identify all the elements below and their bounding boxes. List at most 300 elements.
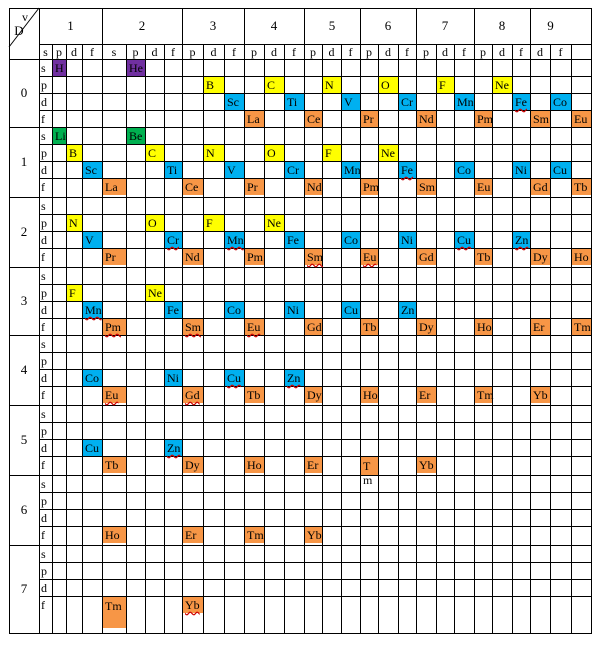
row-group-label: 2 bbox=[20, 224, 28, 239]
element-cell bbox=[361, 387, 378, 403]
element-cell bbox=[475, 179, 492, 195]
element-cell bbox=[146, 145, 164, 161]
element-symbol: Dy bbox=[533, 250, 548, 264]
element-cell bbox=[399, 232, 416, 248]
element-symbol: Eu bbox=[477, 180, 491, 194]
element-symbol: Zn bbox=[515, 233, 529, 247]
element-cell bbox=[103, 319, 126, 335]
element-symbol: Nd bbox=[419, 112, 434, 126]
element-cell bbox=[165, 232, 182, 248]
element-cell bbox=[399, 94, 416, 110]
column-group-label: 7 bbox=[441, 18, 449, 33]
column-sub-label: s bbox=[111, 45, 117, 59]
element-symbol: Nd bbox=[185, 250, 200, 264]
column-sub-label: p bbox=[423, 45, 429, 59]
element-cell bbox=[204, 77, 224, 93]
element-cell bbox=[455, 94, 474, 110]
element-symbol: Ne bbox=[495, 78, 509, 92]
element-symbol: Cu bbox=[553, 163, 568, 177]
element-symbol: Tm bbox=[363, 459, 373, 487]
element-cell bbox=[265, 215, 284, 231]
element-cell bbox=[531, 111, 550, 127]
element-symbol: F bbox=[69, 286, 76, 300]
element-cell bbox=[437, 77, 454, 93]
element-cell bbox=[103, 249, 126, 265]
element-cell bbox=[361, 319, 378, 335]
element-cell bbox=[305, 387, 322, 403]
element-cell bbox=[225, 302, 244, 318]
element-cell bbox=[361, 249, 378, 265]
column-sub-label: f bbox=[232, 45, 236, 59]
element-symbol: Pm bbox=[477, 112, 494, 126]
column-group-label: 1 bbox=[67, 18, 74, 33]
element-cell bbox=[455, 232, 474, 248]
element-cell bbox=[183, 527, 203, 543]
element-cell bbox=[493, 77, 512, 93]
row-sub-label: f bbox=[41, 250, 45, 264]
element-symbol: Ni bbox=[167, 371, 179, 385]
column-sub-label: d bbox=[271, 45, 277, 59]
element-cell bbox=[225, 370, 244, 386]
column-sub-label: f bbox=[519, 45, 523, 59]
column-sub-label: d bbox=[210, 45, 217, 59]
element-symbol: Cr bbox=[287, 163, 299, 177]
element-symbol: La bbox=[247, 112, 260, 126]
row-sub-label: s bbox=[41, 547, 46, 561]
element-cell bbox=[245, 527, 264, 543]
element-cell bbox=[67, 145, 82, 161]
element-symbol: Pr bbox=[247, 180, 258, 194]
element-cell bbox=[417, 111, 436, 127]
element-cell bbox=[342, 302, 360, 318]
element-cell bbox=[305, 527, 322, 543]
row-sub-label: d bbox=[41, 303, 47, 317]
row-group-label: 3 bbox=[20, 293, 28, 308]
row-group-label: 1 bbox=[20, 154, 28, 169]
row-sub-label: f bbox=[41, 598, 45, 612]
element-symbol: Pr bbox=[105, 250, 116, 264]
element-symbol: Gd bbox=[185, 388, 200, 402]
element-cell bbox=[531, 387, 550, 403]
element-symbol: Fe bbox=[515, 95, 527, 109]
element-symbol: Gd bbox=[307, 320, 322, 334]
element-cell bbox=[531, 319, 550, 335]
column-sub-label: s bbox=[43, 45, 48, 59]
element-cell bbox=[475, 111, 492, 127]
element-symbol: H bbox=[55, 61, 64, 75]
element-cell bbox=[204, 215, 224, 231]
element-cell bbox=[53, 128, 66, 144]
element-symbol: Yb bbox=[419, 458, 434, 472]
element-cell bbox=[399, 162, 416, 178]
element-cell bbox=[531, 179, 550, 195]
column-group-label: 5 bbox=[328, 18, 336, 33]
element-cell bbox=[305, 179, 322, 195]
row-sub-label: f bbox=[41, 388, 45, 402]
element-cell bbox=[204, 145, 224, 161]
element-cell bbox=[361, 457, 378, 487]
element-symbol: Mn bbox=[227, 233, 244, 247]
element-symbol: F bbox=[325, 146, 332, 160]
element-symbol: Ho bbox=[247, 458, 262, 472]
element-symbol: Tb bbox=[105, 458, 119, 472]
row-sub-label: d bbox=[41, 233, 47, 247]
element-cell bbox=[103, 597, 126, 628]
element-symbol: Tb bbox=[363, 320, 377, 334]
element-symbol: V bbox=[227, 163, 236, 177]
element-cell bbox=[572, 249, 591, 265]
element-symbol: Ho bbox=[574, 250, 589, 264]
element-symbol: Sm bbox=[419, 180, 436, 194]
element-cell bbox=[417, 179, 436, 195]
element-cell bbox=[83, 162, 102, 178]
element-symbol: Cr bbox=[401, 95, 413, 109]
element-symbol: Gd bbox=[419, 250, 434, 264]
element-cell bbox=[455, 162, 474, 178]
element-cell bbox=[245, 457, 264, 473]
element-cell bbox=[417, 319, 436, 335]
element-symbol: Pm bbox=[105, 320, 122, 334]
element-symbol: Pm bbox=[247, 250, 264, 264]
column-group-label: 2 bbox=[138, 18, 146, 33]
element-symbol: Zn bbox=[401, 303, 415, 317]
element-symbol: Cu bbox=[227, 371, 242, 385]
row-sub-label: d bbox=[41, 371, 47, 385]
element-symbol: Mn bbox=[85, 303, 102, 317]
element-cell bbox=[531, 249, 550, 265]
row-sub-label: p bbox=[41, 146, 47, 160]
element-cell bbox=[379, 145, 398, 161]
element-symbol: Cu bbox=[85, 441, 100, 455]
element-cell bbox=[572, 111, 591, 127]
element-symbol: Eu bbox=[247, 320, 261, 334]
column-sub-label: d bbox=[385, 45, 391, 59]
corner-label-d: D bbox=[14, 23, 24, 38]
element-symbol: Fe bbox=[401, 163, 413, 177]
element-symbol: Fe bbox=[287, 233, 299, 247]
element-symbol: Nd bbox=[307, 180, 322, 194]
element-cell bbox=[183, 597, 203, 613]
element-symbol: He bbox=[129, 61, 143, 75]
element-cell bbox=[67, 215, 82, 231]
element-cell bbox=[417, 249, 436, 265]
element-symbol: Ce bbox=[185, 180, 199, 194]
element-cell bbox=[83, 370, 102, 386]
row-sub-label: p bbox=[41, 216, 47, 230]
element-cell bbox=[475, 319, 492, 335]
row-sub-label: f bbox=[41, 458, 45, 472]
element-symbol: Yb bbox=[185, 598, 200, 612]
row-sub-label: p bbox=[41, 564, 47, 578]
element-cell bbox=[305, 319, 322, 335]
element-cell bbox=[183, 249, 203, 265]
element-cell bbox=[475, 249, 492, 265]
element-cell bbox=[225, 94, 244, 110]
element-symbol: N bbox=[206, 146, 215, 160]
row-sub-label: p bbox=[41, 78, 47, 92]
element-cell bbox=[265, 145, 284, 161]
element-symbol: Ti bbox=[287, 95, 298, 109]
row-sub-label: s bbox=[41, 407, 46, 421]
column-sub-label: p bbox=[251, 45, 257, 59]
element-cell bbox=[127, 128, 145, 144]
column-sub-label: f bbox=[292, 45, 296, 59]
element-symbol: Ni bbox=[401, 233, 413, 247]
element-cell bbox=[399, 302, 416, 318]
row-sub-label: d bbox=[41, 95, 47, 109]
element-cell bbox=[103, 457, 126, 473]
element-symbol: Gd bbox=[533, 180, 548, 194]
element-cell bbox=[103, 527, 126, 543]
column-sub-label: p bbox=[366, 45, 372, 59]
element-cell bbox=[165, 370, 182, 386]
element-cell bbox=[285, 302, 304, 318]
element-cell bbox=[285, 94, 304, 110]
column-sub-label: p bbox=[132, 45, 139, 59]
element-cell bbox=[245, 387, 264, 403]
row-group-label: 7 bbox=[20, 581, 28, 596]
column-sub-label: f bbox=[90, 45, 94, 59]
row-group-label: 5 bbox=[20, 432, 28, 447]
element-cell bbox=[305, 457, 322, 473]
element-cell bbox=[323, 77, 341, 93]
column-group-label: 3 bbox=[209, 18, 217, 33]
element-symbol: La bbox=[105, 180, 118, 194]
row-sub-label: d bbox=[41, 511, 47, 525]
column-sub-label: p bbox=[310, 45, 316, 59]
element-cell bbox=[417, 387, 436, 403]
element-cell bbox=[285, 232, 304, 248]
element-cell bbox=[165, 440, 182, 456]
element-symbol: Ne bbox=[148, 286, 162, 300]
row-sub-label: p bbox=[41, 494, 47, 508]
element-symbol: Dy bbox=[419, 320, 434, 334]
element-cell bbox=[103, 179, 126, 195]
row-sub-label: d bbox=[41, 581, 47, 595]
element-symbol: Tm bbox=[105, 599, 122, 613]
element-symbol: Co bbox=[227, 303, 242, 317]
column-sub-label: f bbox=[405, 45, 409, 59]
element-cell bbox=[572, 179, 591, 195]
element-symbol: Eu bbox=[574, 112, 588, 126]
element-symbol: Pm bbox=[363, 180, 380, 194]
element-cell bbox=[83, 232, 102, 248]
row-sub-label: d bbox=[41, 163, 47, 177]
element-symbol: Ce bbox=[307, 112, 321, 126]
column-sub-label: p bbox=[189, 45, 196, 59]
element-symbol: F bbox=[206, 216, 213, 230]
element-cell bbox=[342, 162, 360, 178]
element-symbol: F bbox=[439, 78, 446, 92]
element-symbol: Ne bbox=[381, 146, 395, 160]
element-cell bbox=[379, 77, 398, 93]
element-cell bbox=[285, 162, 304, 178]
row-sub-label: d bbox=[41, 441, 47, 455]
element-symbol: C bbox=[267, 78, 276, 92]
element-symbol: Ti bbox=[167, 163, 178, 177]
element-cell bbox=[183, 387, 203, 403]
element-symbol: Sm bbox=[185, 320, 202, 334]
column-sub-label: d bbox=[537, 45, 543, 59]
column-sub-label: d bbox=[442, 45, 448, 59]
element-symbol: O bbox=[148, 216, 157, 230]
column-sub-label: p bbox=[480, 45, 486, 59]
element-cell bbox=[146, 285, 164, 301]
column-group-label: 6 bbox=[384, 18, 392, 33]
element-symbol: Sm bbox=[307, 250, 324, 264]
element-cell bbox=[183, 319, 203, 335]
element-cell bbox=[53, 60, 66, 76]
element-cell bbox=[551, 162, 571, 178]
element-cell bbox=[83, 302, 102, 318]
element-cell bbox=[475, 387, 492, 403]
element-symbol: Ne bbox=[267, 216, 281, 230]
element-symbol: Tb bbox=[574, 180, 588, 194]
element-symbol: V bbox=[344, 95, 353, 109]
element-symbol: Tb bbox=[477, 250, 491, 264]
row-sub-label: s bbox=[41, 477, 46, 491]
column-sub-label: d bbox=[151, 45, 158, 59]
element-cell bbox=[83, 440, 102, 456]
row-sub-label: p bbox=[41, 424, 47, 438]
element-symbol: N bbox=[69, 216, 78, 230]
element-cell bbox=[245, 249, 264, 265]
element-symbol: Yb bbox=[533, 388, 548, 402]
element-cell bbox=[305, 111, 322, 127]
row-sub-label: p bbox=[41, 286, 47, 300]
element-symbol: Tm bbox=[477, 388, 494, 402]
element-symbol: Cr bbox=[167, 233, 179, 247]
element-symbol: B bbox=[69, 146, 78, 160]
column-sub-label: d bbox=[328, 45, 335, 59]
row-sub-label: f bbox=[41, 320, 45, 334]
element-symbol: Ho bbox=[363, 388, 378, 402]
element-cell bbox=[146, 215, 164, 231]
column-sub-label: f bbox=[348, 45, 353, 59]
element-symbol: Be bbox=[129, 129, 143, 143]
column-sub-label: f bbox=[558, 45, 563, 59]
element-symbol: B bbox=[206, 78, 215, 92]
row-sub-label: f bbox=[41, 112, 45, 126]
element-symbol: Eu bbox=[363, 250, 377, 264]
row-sub-label: f bbox=[41, 528, 45, 542]
element-cell bbox=[513, 162, 530, 178]
corner-label-v: v bbox=[22, 10, 28, 24]
element-cell bbox=[572, 319, 591, 335]
element-cell bbox=[245, 111, 264, 127]
element-symbol: Co bbox=[85, 371, 100, 385]
column-sub-label: f bbox=[462, 45, 466, 59]
row-sub-label: s bbox=[41, 337, 46, 351]
row-sub-label: p bbox=[41, 354, 47, 368]
row-sub-label: s bbox=[41, 61, 46, 75]
element-symbol: Sc bbox=[85, 163, 97, 177]
column-group-label: 4 bbox=[270, 18, 278, 33]
row-sub-label: f bbox=[41, 180, 45, 194]
element-symbol: Li bbox=[55, 129, 66, 143]
element-cell bbox=[165, 162, 182, 178]
element-symbol: Ni bbox=[287, 303, 299, 317]
column-group-label: 8 bbox=[498, 18, 506, 33]
element-symbol: Cu bbox=[457, 233, 472, 247]
row-sub-label: s bbox=[41, 199, 46, 213]
element-cell bbox=[67, 285, 82, 301]
element-cell bbox=[183, 179, 203, 195]
element-symbol: Mn bbox=[457, 95, 474, 109]
column-sub-label: p bbox=[56, 45, 62, 59]
element-symbol: Co bbox=[553, 95, 568, 109]
element-symbol: V bbox=[85, 233, 94, 247]
element-cell bbox=[103, 387, 126, 403]
element-symbol: Co bbox=[457, 163, 472, 177]
element-cell bbox=[361, 179, 378, 195]
element-symbol: N bbox=[325, 78, 334, 92]
row-sub-label: s bbox=[41, 129, 46, 143]
element-symbol: Er bbox=[533, 320, 545, 334]
element-symbol: Tm bbox=[574, 320, 591, 334]
element-cell bbox=[265, 77, 284, 93]
element-symbol: Pr bbox=[363, 112, 374, 126]
column-group-label: 9 bbox=[547, 18, 554, 33]
element-cell bbox=[165, 302, 182, 318]
element-symbol: O bbox=[267, 146, 276, 160]
element-symbol: Tb bbox=[247, 388, 261, 402]
element-symbol: Dy bbox=[307, 388, 322, 402]
element-symbol: Zn bbox=[287, 371, 301, 385]
element-cell bbox=[245, 179, 264, 195]
element-cell bbox=[245, 319, 264, 335]
element-symbol: Tm bbox=[247, 528, 264, 542]
element-symbol: Mn bbox=[344, 163, 361, 177]
element-symbol: Ho bbox=[105, 528, 120, 542]
element-symbol: Cu bbox=[344, 303, 359, 317]
row-sub-label: s bbox=[41, 269, 46, 283]
element-cell bbox=[323, 145, 341, 161]
element-symbol: C bbox=[148, 146, 157, 160]
element-cell bbox=[513, 232, 530, 248]
element-symbol: Sm bbox=[533, 112, 550, 126]
element-cell bbox=[361, 111, 378, 127]
element-symbol: Er bbox=[185, 528, 197, 542]
element-symbol: Eu bbox=[105, 388, 119, 402]
element-symbol: Sc bbox=[227, 95, 239, 109]
column-sub-label: f bbox=[171, 45, 175, 59]
element-cell bbox=[225, 162, 244, 178]
element-symbol: Dy bbox=[185, 458, 200, 472]
row-group-label: 0 bbox=[20, 85, 28, 100]
element-symbol: Er bbox=[419, 388, 431, 402]
element-symbol: Co bbox=[344, 233, 359, 247]
element-symbol: O bbox=[381, 78, 390, 92]
element-cell bbox=[225, 232, 244, 248]
row-group-label: 6 bbox=[20, 502, 28, 517]
element-symbol: Yb bbox=[307, 528, 322, 542]
element-symbol: Fe bbox=[167, 303, 179, 317]
element-cell bbox=[417, 457, 436, 473]
element-cell bbox=[183, 457, 203, 473]
element-symbol: Er bbox=[307, 458, 319, 472]
row-group-label: 4 bbox=[20, 362, 28, 377]
element-cell bbox=[127, 60, 145, 76]
column-sub-label: d bbox=[499, 45, 505, 59]
element-cell bbox=[342, 232, 360, 248]
column-sub-label: d bbox=[71, 45, 77, 59]
element-cell bbox=[305, 249, 322, 265]
element-cell bbox=[342, 94, 360, 110]
element-symbol: Ho bbox=[477, 320, 492, 334]
element-symbol: Zn bbox=[167, 441, 181, 455]
element-symbol: Ni bbox=[515, 163, 527, 177]
